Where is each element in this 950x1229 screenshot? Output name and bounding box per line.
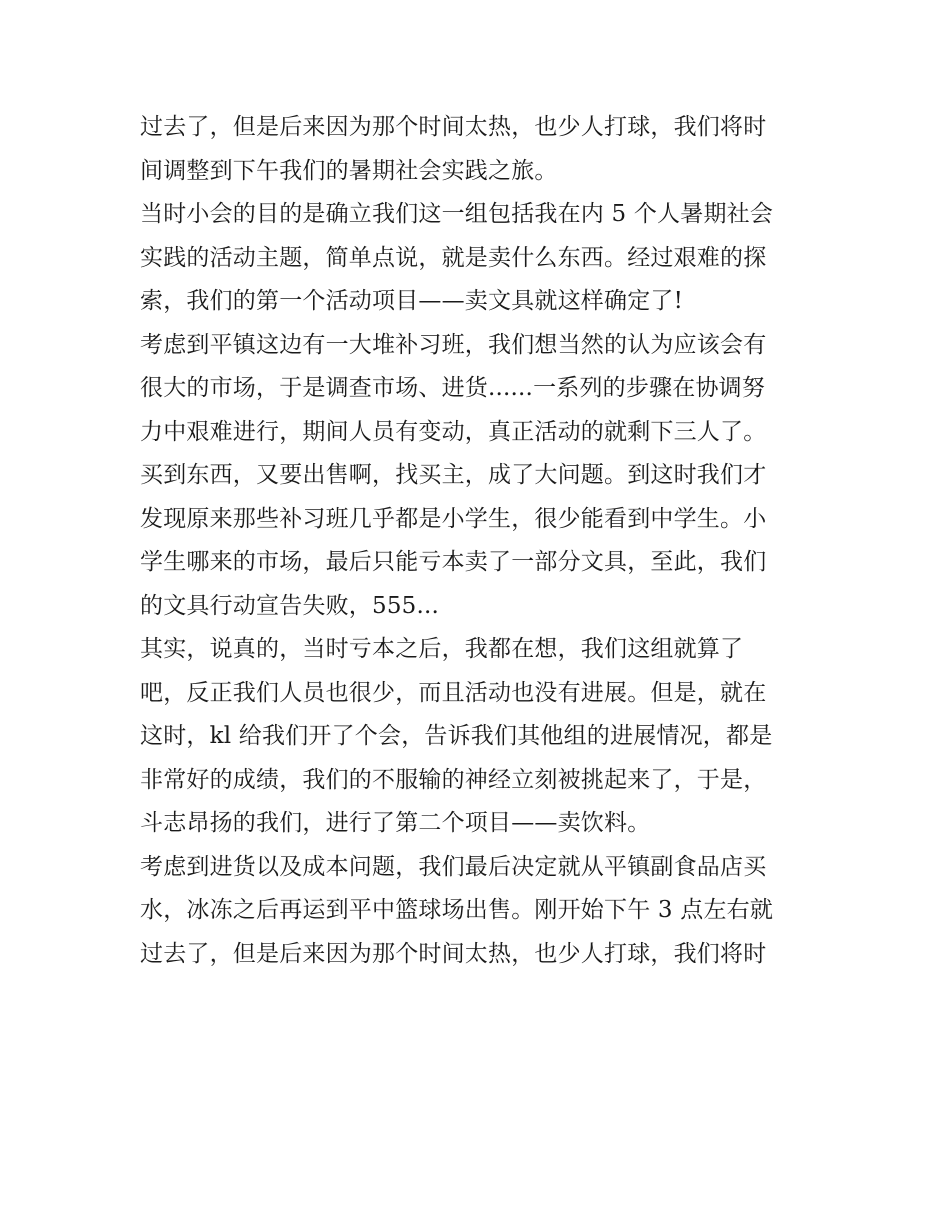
text-line: 发现原来那些补习班几乎都是小学生，很少能看到中学生。小 [140,505,767,532]
text-line: 很大的市场，于是调查市场、进货......一系列的步骤在协调努 [140,375,766,401]
text-line: 过去了，但是后来因为那个时间太热，也少人打球，我们将时 [140,114,767,140]
body-text [140,106,812,976]
text-line: 当时小会的目的是确立我们这一组包括我在内 5 个人暑期社会 [140,201,774,227]
text-line: 买到东西，又要出售啊，找买主，成了大问题。到这时我们才 [140,462,767,488]
text-line: 吧，反正我们人员也很少，而且活动也没有进展。但是，就在 [140,679,767,706]
text-line: 的文具行动宣告失败，555... [140,592,440,619]
text-line: 考虑到平镇这边有一大堆补习班，我们想当然的认为应该会有 [140,331,767,358]
text-line: 斗志昂扬的我们，进行了第二个项目——卖饮料。 [140,810,651,836]
text-line: 水，冰冻之后再运到平中篮球场出售。刚开始下午 3 点左右就 [140,897,774,923]
text-line: 非常好的成绩，我们的不服输的神经立刻被挑起来了，于是， [140,766,767,793]
text-line: 间调整到下午我们的暑期社会实践之旅。 [140,157,558,184]
text-line: 索，我们的第一个活动项目——卖文具就这样确定了! [140,288,684,314]
text-line: 其实，说真的，当时亏本之后，我都在想，我们这组就算了 [140,636,744,662]
text-line: 力中艰难进行，期间人员有变动，真正活动的就剩下三人了。 [140,418,767,445]
text-line: 这时，kl 给我们开了个会，告诉我们其他组的进展情况，都是 [140,723,773,749]
text-line: 学生哪来的市场，最后只能亏本卖了一部分文具，至此，我们 [140,549,767,575]
text-line: 过去了，但是后来因为那个时间太热，也少人打球，我们将时 [140,940,767,967]
text-line: 考虑到进货以及成本问题，我们最后决定就从平镇副食品店买 [140,853,767,880]
text-line: 实践的活动主题，简单点说，就是卖什么东西。经过艰难的探 [140,244,767,271]
